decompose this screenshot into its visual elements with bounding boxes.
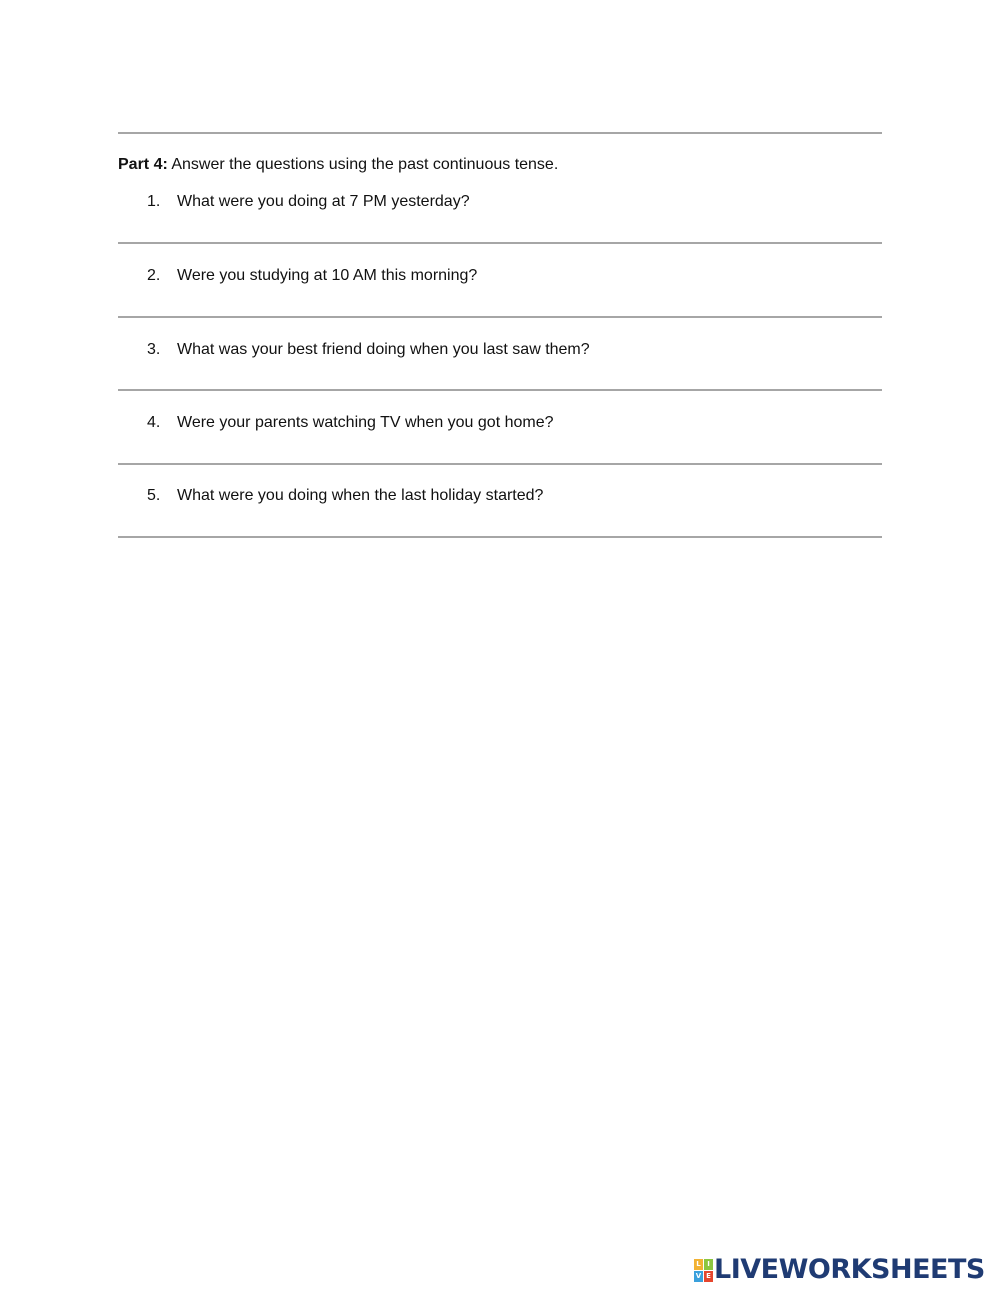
answer-line-1 <box>118 242 882 244</box>
question-3 <box>147 340 590 360</box>
question-text: Were you studying at 10 AM this morning? <box>177 267 478 284</box>
question-text: Were your parents watching TV when you got home? <box>177 414 554 431</box>
part-heading <box>118 155 558 175</box>
question-number: 4. <box>147 414 161 431</box>
logo-mark-letter: L <box>694 1259 703 1270</box>
question-4 <box>147 413 554 433</box>
liveworksheets-logo <box>694 1255 985 1285</box>
question-5 <box>147 486 543 506</box>
question-number: 1. <box>147 193 161 210</box>
answer-line-2 <box>118 316 882 318</box>
answer-line-5 <box>118 536 882 538</box>
question-text: What were you doing at 7 PM yesterday? <box>177 193 470 210</box>
question-number: 2. <box>147 267 161 284</box>
logo-text: LIVEWORKSHEETS <box>714 1254 985 1285</box>
logo-mark-letter: V <box>695 1272 702 1280</box>
answer-line-4 <box>118 463 882 465</box>
question-number: 5. <box>147 487 161 504</box>
question-text: What was your best friend doing when you last saw them? <box>177 341 590 358</box>
logo-mark-letter: I <box>704 1259 713 1270</box>
part-label: Part 4: <box>118 156 168 173</box>
part-instruction: Answer the questions using the past continuous tense. <box>171 156 559 173</box>
question-text: What were you doing when the last holiday started? <box>177 487 544 504</box>
question-1 <box>147 192 470 212</box>
divider-top <box>118 132 882 134</box>
answer-line-3 <box>118 389 882 391</box>
logo-mark-icon <box>694 1259 712 1281</box>
question-number: 3. <box>147 341 161 358</box>
logo-mark-letter: E <box>704 1271 713 1282</box>
question-2 <box>147 266 477 286</box>
